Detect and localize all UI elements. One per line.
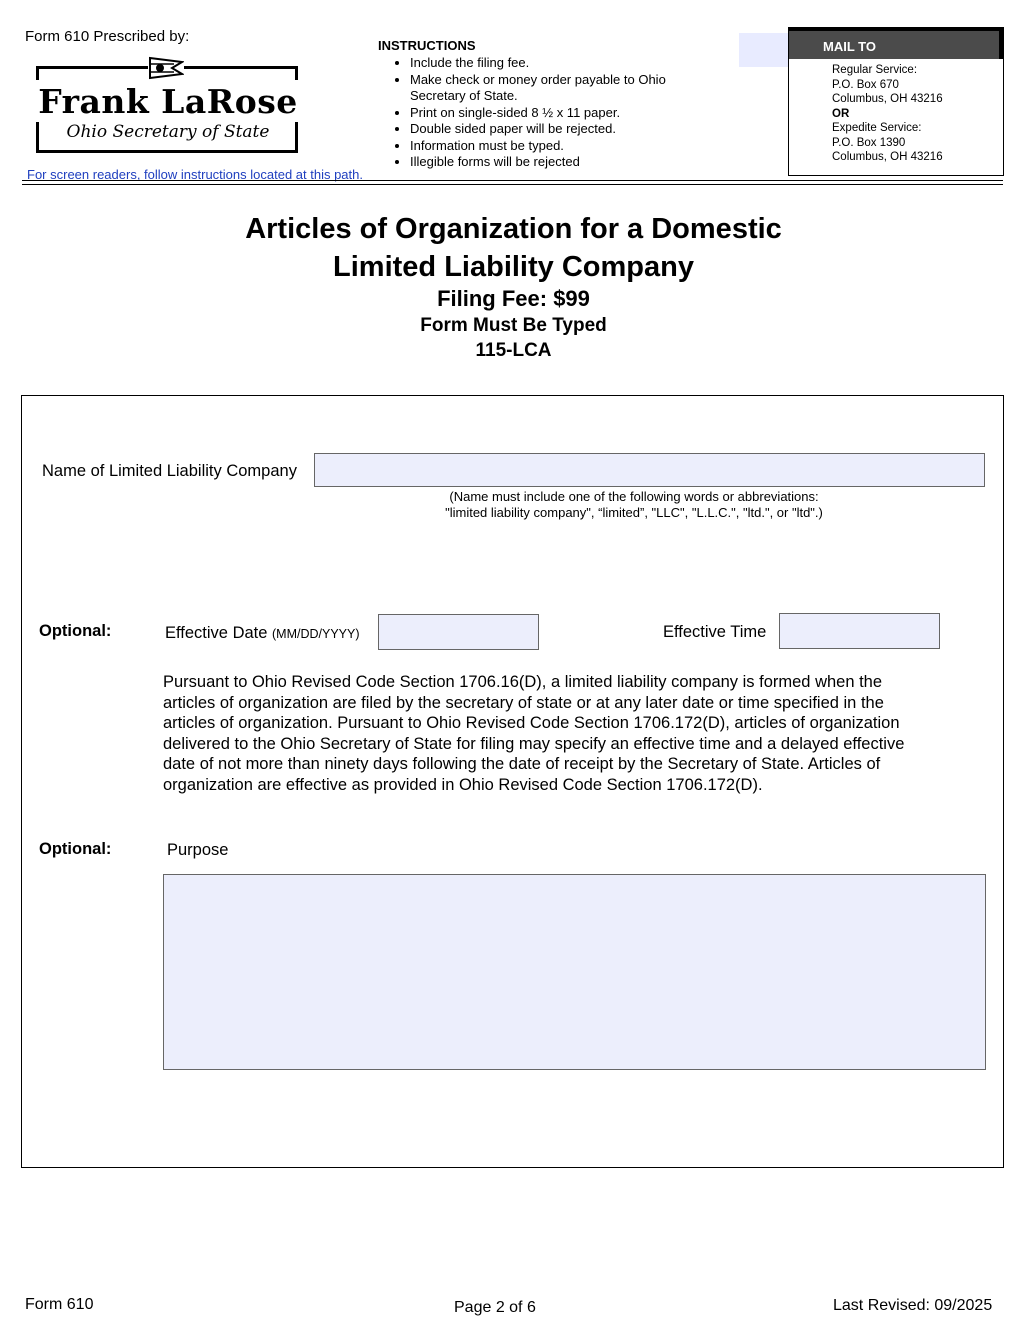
paragraph-line: Pursuant to Ohio Revised Code Section 1706.16(D), a limited liability company is formed when the [163,673,883,691]
form-title [0,210,1027,286]
form-title-line: Limited Liability Company [333,251,694,283]
prescribed-by-label: Form 610 Prescribed by: [25,28,190,45]
paragraph-line: organization are effective as provided in Ohio Revised Code Section 1706.172(D). [163,775,763,794]
expedite-po-box: P.O. Box 1390 [832,136,906,149]
optional-label: Optional: [39,622,112,640]
screen-reader-link[interactable]: For screen readers, follow instructions located at this path. [27,167,363,182]
mail-to-box [788,27,1004,176]
footer-last-revised: Last Revised: 09/2025 [833,1297,993,1314]
effective-time-input[interactable] [779,613,940,649]
logo-name: Frank LaRose [38,82,298,121]
footer-page-number: Page 2 of 6 [454,1299,536,1316]
regular-po-box: P.O. Box 670 [832,78,899,91]
secretary-logo [36,56,300,156]
regular-service-label: Regular Service: [832,64,918,76]
instructions-title: INSTRUCTIONS [378,38,476,53]
llc-name-note [314,489,954,521]
regular-city: Columbus, OH 43216 [832,93,943,105]
optional-label: Optional: [39,840,112,858]
footer-form-number: Form 610 [25,1296,94,1313]
logo-subtitle: Ohio Secretary of State [66,122,270,142]
effective-date-input[interactable] [378,614,539,650]
highlight-shade [739,33,794,67]
header-divider [22,184,1003,185]
llc-name-label: Name of Limited Liability Company [42,462,297,480]
mail-to-title: MAIL TO [823,39,876,54]
expedite-service-label: Expedite Service: [832,122,922,134]
instructions-block [378,38,708,171]
purpose-textarea[interactable] [163,874,986,1070]
header-divider [22,180,1003,181]
form-title-line: Articles of Organization for a Domestic [245,213,782,245]
paragraph-line: articles of organization. Pursuant to Ohio Revised Code Section 1706.172(D), articles of organization [163,714,900,732]
or-label: OR [832,107,850,120]
name-note-line: (Name must include one of the following words or abbreviations: [449,489,819,504]
instruction-item: • Illegible forms will be rejected [410,154,708,171]
mail-to-header [789,28,1003,59]
paragraph-line: delivered to the Ohio Secretary of State for filing may specify an effective time and a delayed effective [163,734,905,753]
ohio-flag-icon [148,56,184,80]
legal-paragraph [163,672,963,795]
llc-name-input[interactable] [314,453,985,487]
instructions-list [378,55,708,171]
date-format-hint: (MM/DD/YYYY) [272,627,360,641]
name-note-line: "limited liability company", “limited”, "LLC", "L.L.C.", "ltd.", or "ltd".) [445,505,823,520]
instruction-item: • Print on single-sided 8 ½ x 11 paper. [410,105,708,122]
effective-date-text: Effective Date [165,624,268,642]
filing-fee: Filing Fee: $99 [437,286,590,311]
expedite-city: Columbus, OH 43216 [832,151,943,163]
form-code: 115-LCA [475,340,552,361]
instruction-item: • Double sided paper will be rejected. [410,121,708,138]
typed-notice: Form Must Be Typed [420,315,607,336]
instruction-item: • Information must be typed. [410,138,708,155]
effective-date-label [165,624,360,643]
instruction-item: • Make check or money order payable to Ohio Secretary of State. [410,72,708,105]
effective-time-label: Effective Time [663,623,767,641]
instruction-item: • Include the filing fee. [410,55,708,72]
paragraph-line: date of not more than ninety days following the date of receipt by the Secretary of State. Articles of [163,755,881,773]
paragraph-line: articles of organization are filed by the secretary of state or at any later date or time specified in the [163,693,884,712]
purpose-label: Purpose [167,841,229,859]
